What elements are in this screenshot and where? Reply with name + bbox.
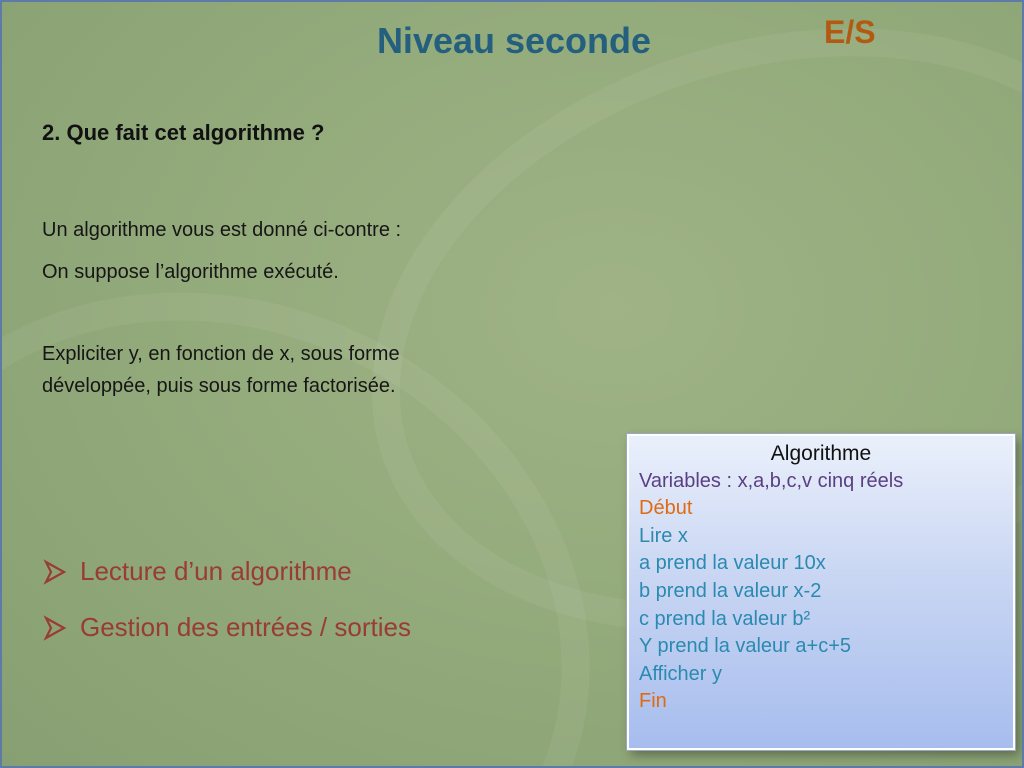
algorithm-step: b prend la valeur x-2 [639, 579, 822, 602]
intro-text [42, 214, 542, 288]
bullet-item [42, 556, 352, 587]
algorithm-step: a prend la valeur 10x [639, 552, 826, 575]
question-heading: 2. Que fait cet algorithme ? [42, 120, 325, 145]
instruction-line-2: développée, puis sous forme factorisée. [42, 375, 396, 397]
page-title: Niveau seconde [376, 20, 652, 61]
algorithm-step: Lire x [639, 524, 688, 547]
intro-line-2: On suppose l’algorithme exécuté. [42, 261, 339, 283]
algorithm-variables: Variables : x,a,b,c,v cinq réels [639, 469, 904, 492]
intro-line-1: Un algorithme vous est donné ci-contre : [42, 219, 402, 241]
bullet-label: Lecture d’un algorithme [80, 556, 352, 586]
algorithm-step: Afficher y [639, 662, 722, 685]
algorithm-box [627, 434, 1015, 750]
algorithm-step: Y prend la valeur a+c+5 [639, 635, 852, 658]
instruction-line-1: Expliciter y, en fonction de x, sous forme [42, 343, 400, 365]
algorithm-begin: Début [639, 497, 693, 520]
algorithm-end: Fin [639, 690, 667, 713]
chevron-arrow-icon [42, 615, 68, 641]
algorithm-title: Algorithme [770, 442, 872, 465]
instruction-text [42, 338, 542, 402]
section-tag: E/S [824, 14, 876, 50]
chevron-arrow-icon [42, 559, 68, 585]
algorithm-step: c prend la valeur b² [639, 607, 811, 630]
bullet-label: Gestion des entrées / sorties [80, 612, 411, 642]
bullet-item [42, 612, 411, 643]
